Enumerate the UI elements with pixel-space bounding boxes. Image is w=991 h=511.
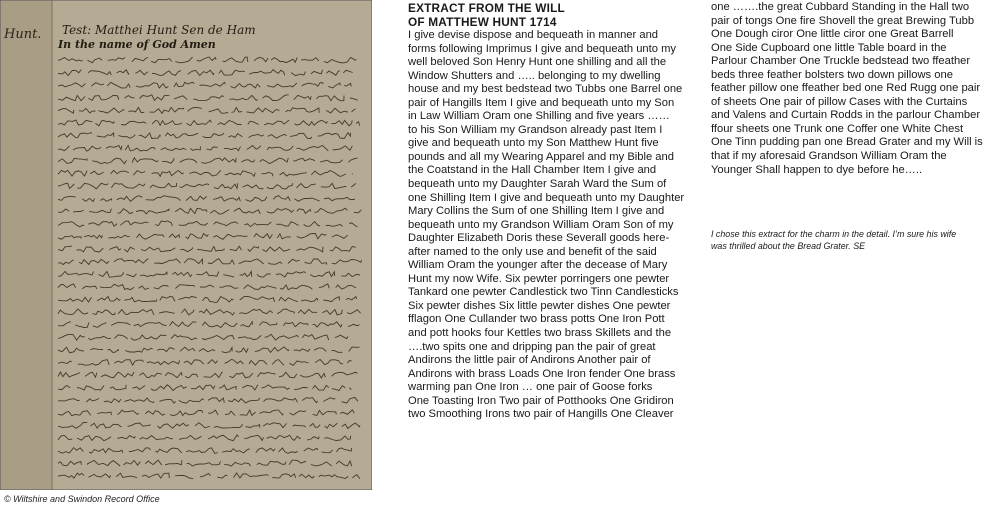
extract-body-2 <box>711 1 991 177</box>
extract-text-line: Parlour Chamber One Truckle bedstead two ffeather <box>711 55 971 68</box>
extract-text-line: Window Shutters and ….. belonging to my dwelling <box>408 69 661 82</box>
extract-text-line: Six pewter dishes Six little pewter dishes One pewter <box>408 299 671 312</box>
extract-text-line: of sheets One pair of pillow Cases with the Curtains <box>711 95 968 108</box>
manuscript-heading: Test: Matthei Hunt Sen de Ham <box>62 23 256 37</box>
extract-text-line: in Law William Oram one Shilling and five years …… <box>408 110 670 123</box>
extract-text-line: One Dough ciror One little ciror one Great Barrell <box>711 28 954 41</box>
extract-text-line: to his Son William my Grandson already past Item I <box>408 123 663 136</box>
extract-text-line: One Side Cupboard one little Table board in the <box>711 41 947 54</box>
will-extract-column-1 <box>408 1 698 422</box>
extract-text-line: after named to the only use and benefit of the said <box>408 245 657 258</box>
extract-text-line: give and bequeath unto my Son Matthew Hunt five <box>408 137 659 150</box>
extract-text-line: Andirons the little pair of Andirons Another pair of <box>408 354 651 367</box>
manuscript-margin-name: Hunt. <box>4 27 42 42</box>
extract-title <box>408 1 698 29</box>
extract-text-line: One Tinn pudding pan one Bread Grater and my Will is <box>711 136 983 149</box>
extract-text-line: Hunt my now Wife. Six pewter porringers one pewter <box>408 272 670 285</box>
extract-text-line: Mary Collins the Sum of one Shilling Item I give and <box>408 205 665 218</box>
extract-text-line: two Smoothing Irons two pair of Hangills One Cleaver <box>408 408 674 421</box>
extract-text-line: and pott hooks four Kettles two brass Skillets and the <box>408 327 672 340</box>
extract-text-line: pair of tongs One fire Shovell the great Brewing Tubb <box>711 14 975 27</box>
extract-text-line: William Oram the younger after the decease of Mary <box>408 259 668 272</box>
extract-text-line: that if my aforesaid Grandson William Oram the <box>711 150 947 163</box>
extract-text-line: warming pan One Iron … one pair of Goose forks <box>408 381 653 394</box>
extract-text-line: Tankard one pewter Candlestick two Tinn Candlesticks <box>408 286 679 299</box>
extract-text-line: ffour sheets one Trunk one Coffer one White Chest <box>711 122 964 135</box>
editor-note-line: was thrilled about the Bread Grater. SE <box>711 241 866 252</box>
editor-note <box>711 228 991 253</box>
extract-text-line: and Valens and Curtain Rodds in the parlour Chamber <box>711 109 981 122</box>
extract-text-line: Andirons with brass Loads One Iron fender One brass <box>408 367 676 380</box>
manuscript-photo <box>0 0 372 490</box>
extract-text-line: Younger Shall happen to dye before he….. <box>711 163 923 176</box>
manuscript-invocation: In the name of God Amen <box>58 38 216 51</box>
extract-text-line: the Coatstand in the Hall Chamber Item I give and <box>408 164 657 177</box>
extract-text-line: ….two spits one and dripping pan the pair of great <box>408 340 656 353</box>
extract-text-line: well beloved Son Henry Hunt one shilling and all the <box>408 56 667 69</box>
extract-text-line: fflagon One Cullander two brass potts One Iron Pott <box>408 313 665 326</box>
image-credit: © Wiltshire and Swindon Record Office <box>4 494 160 504</box>
extract-text-line: one Shilling Item I give and bequeath unto my Daughter <box>408 191 685 204</box>
extract-body-1 <box>408 29 698 422</box>
manuscript-image <box>0 0 372 490</box>
extract-text-line: forms following Imprimus I give and bequeath unto my <box>408 42 677 55</box>
extract-text-line: I give devise dispose and bequeath in manner and <box>408 29 659 41</box>
extract-text-line: one …….the great Cubbard Standing in the Hall two <box>711 1 970 13</box>
extract-text-line: pounds and all my Wearing Apparel and my Bible and <box>408 150 674 163</box>
extract-text-line: house and my best bedstead two Tubbs one Barrel one <box>408 83 683 96</box>
extract-text-line: bequeath unto my Daughter Sarah Ward the Sum of <box>408 178 667 191</box>
editor-note-line: I chose this extract for the charm in the detail. I’m sure his wife <box>711 229 957 239</box>
will-extract-column-2 <box>711 1 991 177</box>
extract-text-line: beds three feather bolsters two down pillows one <box>711 68 953 81</box>
extract-text-line: feather pillow one ffeather bed one Red Rugg one pair <box>711 82 981 95</box>
extract-text-line: Daughter Elizabeth Doris these Severall goods here- <box>408 232 670 245</box>
extract-title-line: OF MATTHEW HUNT 1714 <box>408 15 557 29</box>
extract-text-line: bequeath unto my Grandson William Oram Son of my <box>408 218 674 231</box>
extract-title-line: EXTRACT FROM THE WILL <box>408 1 565 15</box>
extract-text-line: One Toasting Iron Two pair of Potthooks One Gridiron <box>408 394 674 407</box>
extract-text-line: pair of Hangills Item I give and bequeath unto my Son <box>408 96 675 109</box>
